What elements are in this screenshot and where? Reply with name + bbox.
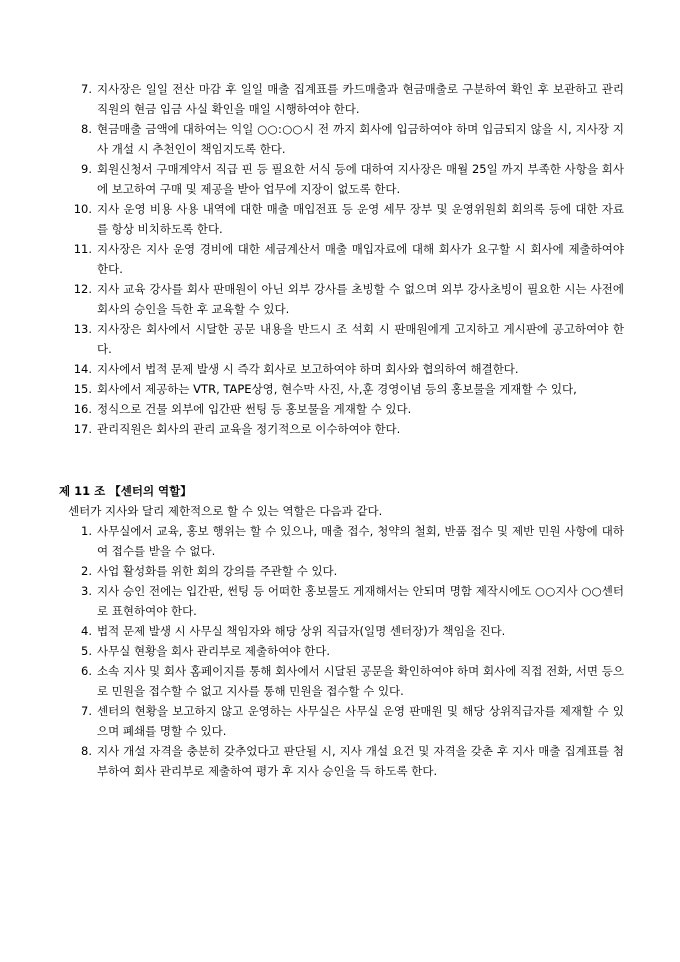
center-role-list [0, 521, 680, 781]
clause-text: 지사에서 법적 문제 발생 시 즉각 회사로 보고하여야 하며 회사와 협의하여 해결한다. [97, 362, 519, 376]
role-number: 8. [81, 744, 92, 758]
clause-item [0, 399, 680, 419]
role-item [0, 741, 680, 781]
clause-item [0, 419, 680, 439]
role-item [0, 561, 680, 581]
clause-text: 지사장은 회사에서 시달한 공문 내용을 반드시 조 석회 시 판매원에게 고지하고 게시판에 공고하여야 한다. [97, 322, 624, 356]
clause-text: 지사 운영 비용 사용 내역에 대한 매출 매입전표 등 운영 세무 장부 및 운영위원회 회의록 등에 대한 자료를 항상 비치하도록 한다. [97, 202, 624, 236]
clause-item [0, 379, 680, 399]
clause-number: 11. [73, 242, 92, 256]
clause-number: 16. [73, 402, 92, 416]
clause-text: 지사 교육 강사를 회사 판매원이 아닌 외부 강사를 초빙할 수 없으며 외부 강사초빙이 필요한 시는 사전에 회사의 승인을 득한 후 교육할 수 있다. [97, 282, 624, 316]
clause-item [0, 279, 680, 319]
role-text: 법적 문제 발생 시 사무실 책임자와 해당 상위 직급자(일명 센터장)가 책임을 진다. [97, 624, 506, 638]
role-item [0, 661, 680, 701]
role-number: 7. [81, 704, 92, 718]
clause-item [0, 239, 680, 279]
clause-item [0, 359, 680, 379]
clause-text: 관리직원은 회사의 관리 교육을 정기적으로 이수하여야 한다. [97, 422, 401, 436]
role-number: 4. [81, 624, 92, 638]
clause-text: 회원신청서 구매계약서 직급 핀 등 필요한 서식 등에 대하여 지사장은 매월 25일 까지 부족한 사항을 회사에 보고하여 구매 및 제공을 받아 업무에 지장이 없도록 한다. [97, 162, 624, 196]
clause-text: 회사에서 제공하는 VTR, TAPE상영, 현수막 사진, 사,훈 경영이념 등의 홍보물을 게재할 수 있다, [97, 382, 577, 396]
clause-text: 정식으로 건물 외부에 입간판 썬팅 등 홍보물을 게재할 수 있다. [97, 402, 412, 416]
clause-number: 10. [73, 202, 92, 216]
clause-text: 지사장은 지사 운영 경비에 대한 세금계산서 매출 매입자료에 대해 회사가 요구할 시 회사에 제출하여야 한다. [97, 242, 624, 276]
role-item [0, 641, 680, 661]
clause-item [0, 159, 680, 199]
clause-number: 7. [81, 82, 92, 96]
role-number: 3. [81, 584, 92, 598]
role-text: 사업 활성화를 위한 회의 강의를 주관할 수 있다. [97, 564, 338, 578]
clause-item [0, 199, 680, 239]
role-text: 지사 승인 전에는 입간판, 썬팅 등 어떠한 홍보물도 게재해서는 안되며 명함 제작시에도 ○○지사 ○○센터로 표현하여야 한다. [97, 584, 624, 618]
clause-item [0, 79, 680, 119]
clause-number: 12. [73, 282, 92, 296]
clause-number: 17. [73, 422, 92, 436]
article-clause-list [0, 79, 680, 439]
role-item [0, 621, 680, 641]
section-intro: 센터가 지사와 달리 제한적으로 할 수 있는 역할은 다음과 같다. [68, 504, 383, 518]
role-number: 2. [81, 564, 92, 578]
clause-number: 13. [73, 322, 92, 336]
role-text: 사무실에서 교육, 홍보 행위는 할 수 있으나, 매출 접수, 청약의 철회, 반품 접수 및 제반 민원 사항에 대하여 접수를 받을 수 없다. [97, 524, 624, 558]
clause-number: 8. [81, 122, 92, 136]
role-item [0, 701, 680, 741]
role-text: 지사 개설 자격을 충분히 갖추었다고 판단될 시, 지사 개설 요건 및 자격을 갖춘 후 지사 매출 집계표를 첨부하여 회사 관리부로 제출하여 평가 후 지사 승인을 득 하도록 한다. [97, 744, 624, 778]
role-number: 5. [81, 644, 92, 658]
section-heading: 제 11 조 【센터의 역할】 [59, 484, 192, 498]
role-number: 1. [81, 524, 92, 538]
clause-number: 14. [73, 362, 92, 376]
clause-number: 15. [73, 382, 92, 396]
role-item [0, 581, 680, 621]
role-text: 사무실 현황을 회사 관리부로 제출하여야 한다. [97, 644, 331, 658]
clause-text: 지사장은 일일 전산 마감 후 일일 매출 집계표를 카드매출과 현금매출로 구분하여 확인 후 보관하고 관리직원의 현금 입금 사실 확인을 매일 시행하여야 한다. [97, 82, 624, 116]
role-text: 센터의 현황을 보고하지 않고 운영하는 사무실은 사무실 운영 판매원 및 해당 상위직급자를 제재할 수 있으며 폐쇄를 명할 수 있다. [97, 704, 624, 738]
role-item [0, 521, 680, 561]
role-text: 소속 지사 및 회사 홈페이지를 통해 회사에서 시달된 공문을 확인하여야 하며 회사에 직접 전화, 서면 등으로 민원을 접수할 수 없고 지사를 통해 민원을 접수할 수 있다. [97, 664, 624, 698]
clause-number: 9. [81, 162, 92, 176]
clause-item [0, 319, 680, 359]
clause-item [0, 119, 680, 159]
clause-text: 현금매출 금액에 대하여는 익일 ○○:○○시 전 까지 회사에 입금하여야 하며 입금되지 않을 시, 지사장 지사 개설 시 추천인이 책임지도록 한다. [97, 122, 624, 156]
role-number: 6. [81, 664, 92, 678]
